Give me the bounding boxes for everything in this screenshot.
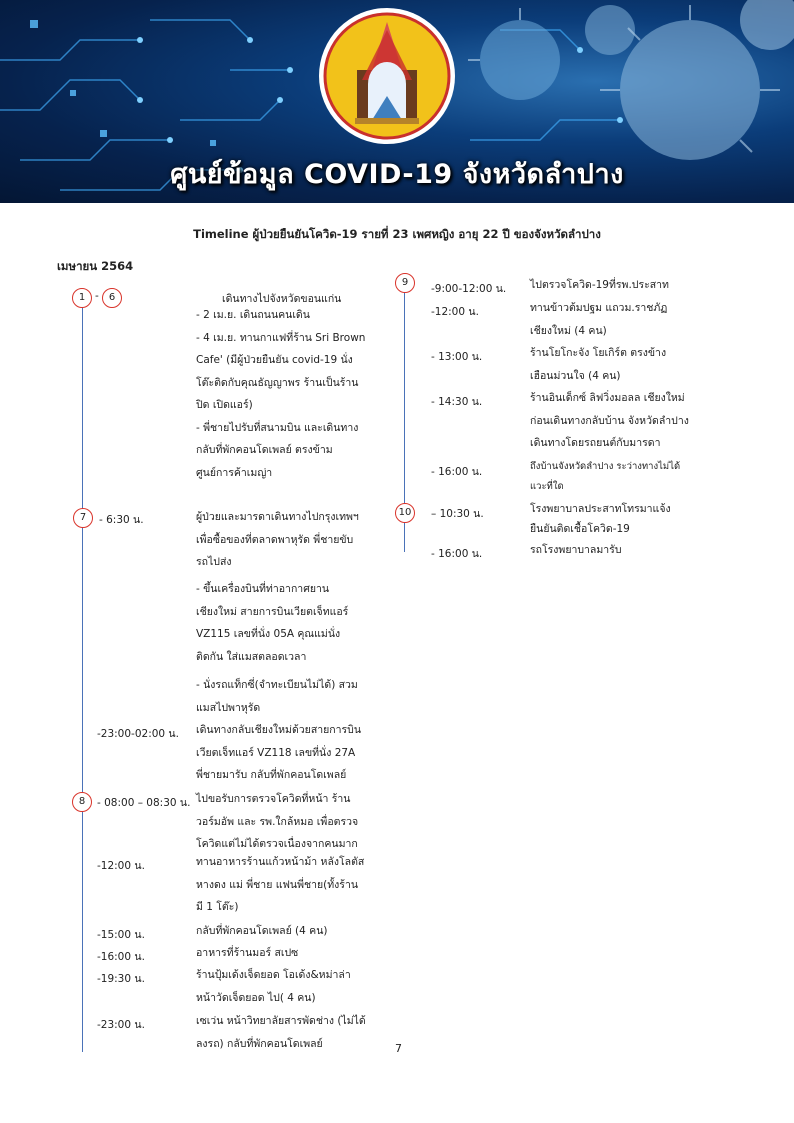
month-label: เมษายน 2564 bbox=[57, 259, 134, 273]
text-line: เวียตเจ็ทแอร์ VZ118 เลขที่นั่ง 27A bbox=[196, 746, 356, 759]
text-line: หางดง แม่ พี่ชาย แฟนพี่ชาย(ทั้งร้าน bbox=[196, 878, 359, 891]
event-description bbox=[196, 788, 358, 856]
event-description bbox=[196, 674, 358, 719]
event-description bbox=[196, 851, 364, 919]
text-line: ร้านปุ้มเด้งเจ็ดยอด โอเด้ง&หม่าล่า bbox=[196, 969, 351, 981]
event-description bbox=[196, 304, 365, 484]
page-number: 7 bbox=[395, 1042, 402, 1055]
event-description bbox=[530, 297, 667, 342]
event-description bbox=[530, 274, 669, 297]
text-line: วอร์มอัพ และ รพ.ใกล้หมอ เพื่อตรวจ bbox=[196, 815, 359, 828]
event-time: -12:00 น. bbox=[431, 306, 479, 318]
text-line: รถโรงพยาบาลมารับ bbox=[530, 544, 622, 556]
text-line: ไปขอรับการตรวจโควิดที่หน้า ร้าน bbox=[196, 793, 351, 805]
text-line: เพื่อซื้อของที่ตลาดพาหุรัด พี่ชายขับ bbox=[196, 533, 354, 546]
text-line: ถึงบ้านจังหวัดลำปาง ระว่างทางไม่ได้ bbox=[530, 461, 681, 472]
text-line: - พี่ชายไปรับที่สนามบิน และเดินทาง bbox=[196, 421, 359, 434]
event-description bbox=[196, 506, 359, 574]
event-time: -16:00 น. bbox=[97, 951, 145, 963]
day-range-dash: - bbox=[95, 290, 99, 302]
event-time: - 16:00 น. bbox=[431, 548, 483, 560]
text-line: ร้านอินเด็กซ์ ลิฟวิ่งมอลล เชียงใหม่ bbox=[530, 392, 685, 404]
event-time: -23:00-02:00 น. bbox=[97, 728, 179, 740]
text-line: ศูนย์การค้าเมญ่า bbox=[196, 466, 273, 479]
header-banner bbox=[0, 0, 794, 203]
day-marker-10: 10 bbox=[395, 503, 415, 523]
provincial-seal-icon bbox=[319, 8, 455, 144]
event-time: -9:00-12:00 น. bbox=[431, 283, 507, 295]
event-description bbox=[196, 1010, 366, 1055]
text-line: โรงพยาบาลประสาทโทรมาแจ้ง bbox=[530, 503, 671, 515]
text-line: ทานข้าวต้มปฐม แถวม.ราชภัฏ bbox=[530, 302, 668, 314]
text-line: เซเว่น หน้าวิทยาลัยสารพัดช่าง (ไม่ได้ bbox=[196, 1015, 366, 1027]
text-line: อาหารที่ร้านมอร์ สเปซ bbox=[196, 947, 299, 959]
text-line: ก่อนเดินทางกลับบ้าน จังหวัดลำปาง bbox=[530, 414, 689, 427]
event-time: - 14:30 น. bbox=[431, 396, 483, 408]
text-line: เชียงใหม่ สายการบินเวียตเจ็ทแอร์ bbox=[196, 605, 349, 618]
text-line: Cafe' (มีผู้ป่วยยืนยัน covid-19 นั่ง bbox=[196, 354, 353, 366]
banner-title: ศูนย์ข้อมูล COVID-19 จังหวัดลำปาง bbox=[170, 159, 624, 190]
text-line: กลับที่พักคอนโดเพลย์ (4 คน) bbox=[196, 925, 328, 937]
event-description bbox=[530, 539, 622, 562]
text-line: - นั่งรถแท็กซี่(จำทะเบียนไม่ได้) สวม bbox=[196, 679, 358, 691]
text-line: หน้าวัดเจ็ดยอด ไป( 4 คน) bbox=[196, 991, 316, 1004]
document-title: Timeline ผู้ป่วยยืนยันโควิด-19 รายที่ 23 เพศหญิง อายุ 22 ปี ของจังหวัดลำปาง bbox=[193, 227, 601, 241]
text-line: ปิด เปิดแอร์) bbox=[196, 399, 253, 411]
event-time: – 10:30 น. bbox=[431, 508, 484, 520]
event-heading: เดินทางไปจังหวัดขอนแก่น bbox=[222, 293, 342, 305]
event-description bbox=[196, 719, 361, 787]
text-line: เฮือนม่วนใจ (4 คน) bbox=[530, 369, 621, 382]
event-description bbox=[196, 920, 327, 943]
text-line: ติดกัน ใส่แมสตลอดเวลา bbox=[196, 650, 307, 663]
text-line: เชียงใหม่ (4 คน) bbox=[530, 324, 607, 337]
day-marker-7: 7 bbox=[73, 508, 93, 528]
day-marker-8: 8 bbox=[72, 792, 92, 812]
text-line: ทานอาหารร้านแก้วหน้าม้า หลังโลตัส bbox=[196, 856, 365, 868]
text-line: ยืนยันติดเชื้อโควิด-19 bbox=[530, 523, 630, 535]
text-line: โควิดแต่ไม่ได้ตรวจเนื่องจากคนมาก bbox=[196, 838, 358, 850]
event-description bbox=[530, 499, 671, 539]
text-line: ร้านโยโกะจัง โยเกิร์ต ตรงข้าง bbox=[530, 347, 667, 359]
text-line: พี่ชายมารับ กลับที่พักคอนโดเพลย์ bbox=[196, 769, 347, 781]
text-line: เดินทางโดยรถยนต์กับมารดา bbox=[530, 437, 661, 449]
text-line: - ขึ้นเครื่องบินที่ท่าอากาศยาน bbox=[196, 583, 330, 595]
event-description bbox=[530, 457, 680, 497]
event-description bbox=[196, 942, 298, 965]
event-time: -23:00 น. bbox=[97, 1019, 145, 1031]
timeline-line-left bbox=[82, 300, 83, 1052]
text-line: - 4 เม.ย. ทานกาแฟที่ร้าน Sri Brown bbox=[196, 331, 366, 344]
event-time: -15:00 น. bbox=[97, 929, 145, 941]
text-line: เดินทางกลับเชียงใหม่ด้วยสายการบิน bbox=[196, 724, 362, 736]
event-description bbox=[196, 964, 351, 1009]
event-description bbox=[530, 387, 689, 455]
day-marker-1: 1 bbox=[72, 288, 92, 308]
event-time: -19:30 น. bbox=[97, 973, 145, 985]
text-line: โต๊ะติดกับคุณธัญญาพร ร้านเป็นร้าน bbox=[196, 376, 359, 389]
text-line: รถไปส่ง bbox=[196, 556, 232, 568]
text-line: มี 1 โต๊ะ) bbox=[196, 901, 239, 913]
event-time: - 08:00 – 08:30 น. bbox=[97, 797, 191, 809]
text-line: ลงรถ) กลับที่พักคอนโดเพลย์ bbox=[196, 1037, 323, 1050]
text-line: VZ115 เลขที่นั่ง 05A คุณแม่นั่ง bbox=[196, 628, 341, 640]
event-description bbox=[530, 342, 666, 387]
text-line: แมสไปพาหุรัด bbox=[196, 701, 261, 714]
day-marker-6: 6 bbox=[102, 288, 122, 308]
event-time: - 6:30 น. bbox=[99, 514, 144, 526]
event-time: - 13:00 น. bbox=[431, 351, 483, 363]
text-line: - 2 เม.ย. เดินถนนคนเดิน bbox=[196, 309, 310, 321]
event-description bbox=[196, 578, 348, 668]
text-line: กลับที่พักคอนโดเพลย์ ตรงข้าม bbox=[196, 444, 333, 456]
text-line: ไปตรวจโควิด-19ที่รพ.ประสาท bbox=[530, 279, 669, 291]
day-marker-9: 9 bbox=[395, 273, 415, 293]
event-time: -12:00 น. bbox=[97, 860, 145, 872]
text-line: แวะที่ใด bbox=[530, 481, 564, 492]
text-line: ผู้ป่วยและมารดาเดินทางไปกรุงเทพฯ bbox=[196, 511, 359, 523]
event-time: - 16:00 น. bbox=[431, 466, 483, 478]
